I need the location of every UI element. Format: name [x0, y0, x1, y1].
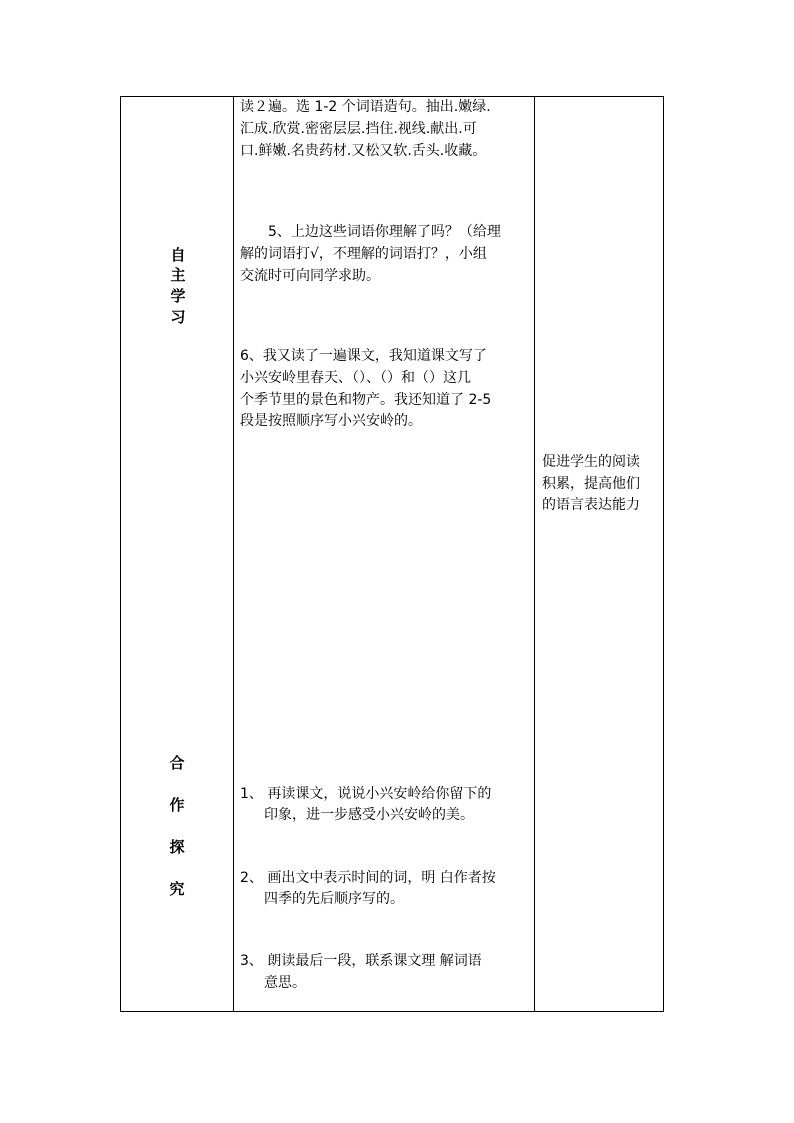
- table-bottom-border: [120, 1011, 664, 1012]
- text-line: 1、 再读课文，说说小兴安岭给你留下的: [240, 786, 492, 802]
- self-study-label-char: 主: [170, 266, 186, 284]
- text-line: 个季节里的景色和物产。我还知道了 2-5: [240, 392, 492, 408]
- text-line: 5、上边这些词语你理解了吗？（给理: [268, 224, 501, 240]
- text-line: 印象，进一步感受小兴安岭的美。: [264, 807, 474, 823]
- table-col-divider-2: [534, 96, 535, 1012]
- text-line: 四季的先后顺序写的。: [264, 891, 404, 907]
- text-line: 意思。: [264, 975, 306, 991]
- text-line: 2、 画出文中表示时间的词，明 白作者按: [240, 870, 496, 886]
- text-line: 积累，提高他们: [542, 476, 640, 492]
- text-line: 汇成.欣赏.密密层层.挡住.视线.献出.可: [240, 121, 477, 137]
- text-line: 的语言表达能力: [542, 497, 640, 513]
- text-line: 口.鲜嫩.名贵药材.又松又软.舌头.收藏。: [240, 143, 487, 159]
- table-right-border: [663, 96, 664, 1012]
- text-line: 6、我又读了一遍课文，我知道课文写了: [240, 348, 487, 364]
- text-line: 交流时可向同学求助。: [240, 268, 380, 284]
- text-line: 读２遍。选 1-2 个词语造句。抽出.嫩绿.: [240, 99, 491, 115]
- self-study-label-char: 学: [170, 287, 186, 305]
- table-col-divider-1: [233, 96, 234, 1012]
- text-line: 小兴安岭里春天、（）、（）和（）这几: [240, 370, 471, 386]
- text-line: 促进学生的阅读: [542, 454, 640, 470]
- text-line: 解的词语打√，不理解的词语打？，小组: [240, 246, 487, 262]
- text-line: 段是按照顺序写小兴安岭的。: [240, 413, 422, 429]
- self-study-label-char: 自: [170, 246, 186, 264]
- cooperative-label-char: 作: [169, 796, 185, 814]
- self-study-label-char: 习: [170, 308, 186, 326]
- cooperative-label-char: 合: [169, 754, 185, 772]
- cooperative-label-char: 探: [169, 838, 185, 856]
- table-left-border: [120, 96, 121, 1012]
- text-line: 3、 朗读最后一段，联系课文理 解词语: [240, 953, 482, 969]
- cooperative-label-char: 究: [169, 880, 185, 898]
